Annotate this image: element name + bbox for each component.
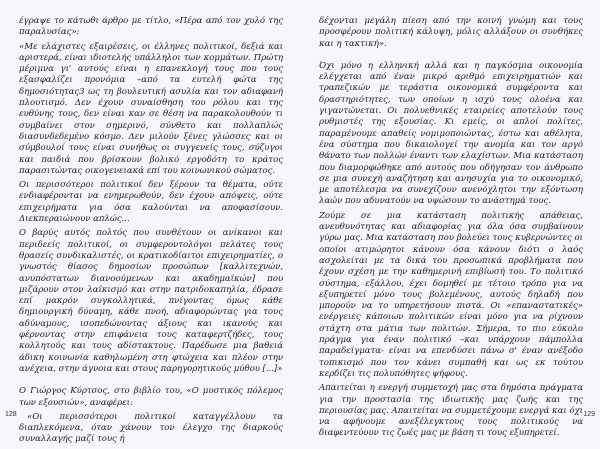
paragraph: Ο βαρύς αυτός πολτός που συνθέτουν οι ανίκανοι και περιδεείς πολιτικοί, οι συμφεροντολόγοι πελάτες τους θρασείς συνδικαλιστές, οι κρατικοδίαιτοι επιχειρηματίες, ο γνωστός θίασος δημοσίων προσώπων [καλλιτεχνών, ανυπόστατων διανοούμενων και ακαδημαϊκών] που μιζάρουν στον λαϊκισμό και στην πατριδοκαπηλία, έδρασε επί μακρόν συγκολλητικά, πνίγοντας όμως κάθε δημιουργική δύναμη, κάθε πνοή, αδιαφορώντας για τους αδύναμους, ισοπεδώνοντας άξιους και ικανούς και φέρνοντας στην επιφάνεια τους καταφερτζήδες, τους κολλητούς και τους αδίστακτους. Παρέδωσε μια βαθειά άδικη κοινωνία καθηλωμένη στη φτώχεια και πλέον στην ανέχεια, στην άγνοια και στους παρηγορητικούς μύθου [...]» xyxy=(19,228,283,374)
left-page xyxy=(0,0,300,445)
paragraph: Ο Γιώργος Κύρτσος, στο βιβλίο του, «Ο μυστικός πόλεμος των εξουσιών», αναφέρει: xyxy=(19,386,283,408)
quote-paragraph: «Με ελάχιστες εξαιρέσεις, οι έλληνες πολιτικοί, δεξιά και αριστερά, είναι ιδιοτελής υπάλληλοι των κομμάτων. Πρώτη μέριμνα γι' αυτούς είναι η επανεκλογή τους που τους εξασφαλίζει προνόμια –από τα ευτελή φώτα της δημοσιότητας3 ως τη βουλευτική ασυλία και τον αδιαφανή πλουτισμό. Δεν έχουν συναίσθηση του ρόλου και της ευθύνης τους, δεν είναι καν σε θέση να παρακολουθούν τι συμβαίνει στον σημερινό, σύνθετο και πολλαπλώς διασυνδεδεμένο κόσμο. Δεν μιλούν ξένες γλώσσες και οι σύμβουλοί τους είναι συνήθως οι συγγενείς τους, σύζυγοι και παιδιά που βρίσκουν βολικό εργοδότη το κράτος παρασιτώντας οικογενειακά επί του κοινωνικού σώματος. xyxy=(19,41,283,176)
paragraph: Οι περισσότεροι πολιτικοί δεν ξέρουν τα θέματα, ούτε ενδιαφέρονται να ενημερωθούν, δεν έχουν απόψεις, ούτε επιχειρήματα για όσα καλούνται να αποφασίσουν. Διεκπεραιώνουν απλώς... xyxy=(19,180,283,225)
paragraph: έγραψε το κάτωθι άρθρο με τίτλο, «Πέρα από τον χυλό της παραλυσίας»: xyxy=(19,16,283,38)
page-number: 128 xyxy=(5,411,17,418)
left-page-text xyxy=(19,16,283,449)
quote-paragraph: δέχονται μεγάλη πίεση από την κοινή γνώμη και τους προσφέρουν πολιτική κάλυψη, μόλις αλλάξουν οι συνθήκες και η τακτική». xyxy=(319,16,583,49)
quote-paragraph: «Οι περισσότεροι πολιτικοί καταγγέλλουν τα διαπλεκόμενα, όταν χάνουν τον έλεγχο της διαρκούς συναλλαγής μαζί τους ή xyxy=(19,411,283,445)
right-page xyxy=(300,0,600,439)
paragraph: Ζούμε σε μια κατάσταση πολιτικής απάθειας, ανευθυνότητας και αδιαφορίας για όλα όσα συμβαίνουν γύρω μας. Μια κατάσταση που βολεύει τους κυβερνώντες οι οποίοι ατιμώρητοι κάνουν όσα κάνουν διότι ο λαός ασχολείται με τα δικά του προσωπικά προβλήματα που έχουν σχέση με την καθημερινή επιβίωσή του. Το πολιτικό σύστημα, εξάλλου, έχει δομηθεί με τέτοιο τρόπο για να εξυπηρετεί μόνο τους βολεμένους, αυτούς δηλαδή που μπορούν να το υπηρετήσουν πιστά. Οι «επαναστατικές» ενέργειες κάποιων πολιτικών είναι μόνο για να ρίχνουν στάχτη στα μάτια των πολιτών. Σήμερα, το πιο εύκολο πράγμα για έναν πολιτικό –και υπάρχουν πάμπολλα παραδείγματα- είναι να επενδύσει πάνω σ' έναν ανέξοδο τοπικισμό που τον κάνει συμπαθή και ως εκ τούτου κερδίζει τις πολυπόθητες ψήφους. xyxy=(319,210,583,379)
right-page-text xyxy=(319,16,583,443)
paragraph: Όχι μόνο η ελληνική αλλά και η παγκόσμια οικονομία ελέγχεται από έναν μικρό αριθμό επιχειρηματιών και τραπεζικών με τεράστια οικονομικά συμφέροντα και δραστηριότητες, των οποίων η ισχύ τους ολοένα και γιγαντώνεται. Οι πολυεθνικές εταιρείες αποτελούν τους ρυθμιστές της εξουσίας. Κι εμείς, οι απλοί πολίτες, παραμένουμε απαθείς νομιμοποιώντας, έστω και αθέλητα, ένα σύστημα που δικαιολογεί την ανομία και τον αργό θάνατο των πολλών έναντι των ελαχίστων. Μια κατάσταση που διαμορφώθηκε από αυτούς που οδήγησαν τον άνθρωπο σε μια συνεχή αναζήτηση και ανησυχία για το οικονομικό, με αποτέλεσμα να συνεχίζουν ανενόχλητοι την εξόντωση λαών που αδυνατούν να υψώσουν το ανάστημά τους. xyxy=(319,60,583,207)
paragraph: Απαιτείται η ενεργή συμμετοχή μας στα δημόσια πράγματα για την προστασία της ιδιωτικής μας ζωής και της περιουσίας μας. Απαιτείται να συμμετέχουμε ενεργά και όχι να αφήνουμε ανεξέλεγκτους τους πολιτικούς να διαφεντεύουν τις ζωές μας με βάση τι τους εξυπηρετεί. xyxy=(319,383,583,439)
page-number: 129 xyxy=(583,411,595,418)
